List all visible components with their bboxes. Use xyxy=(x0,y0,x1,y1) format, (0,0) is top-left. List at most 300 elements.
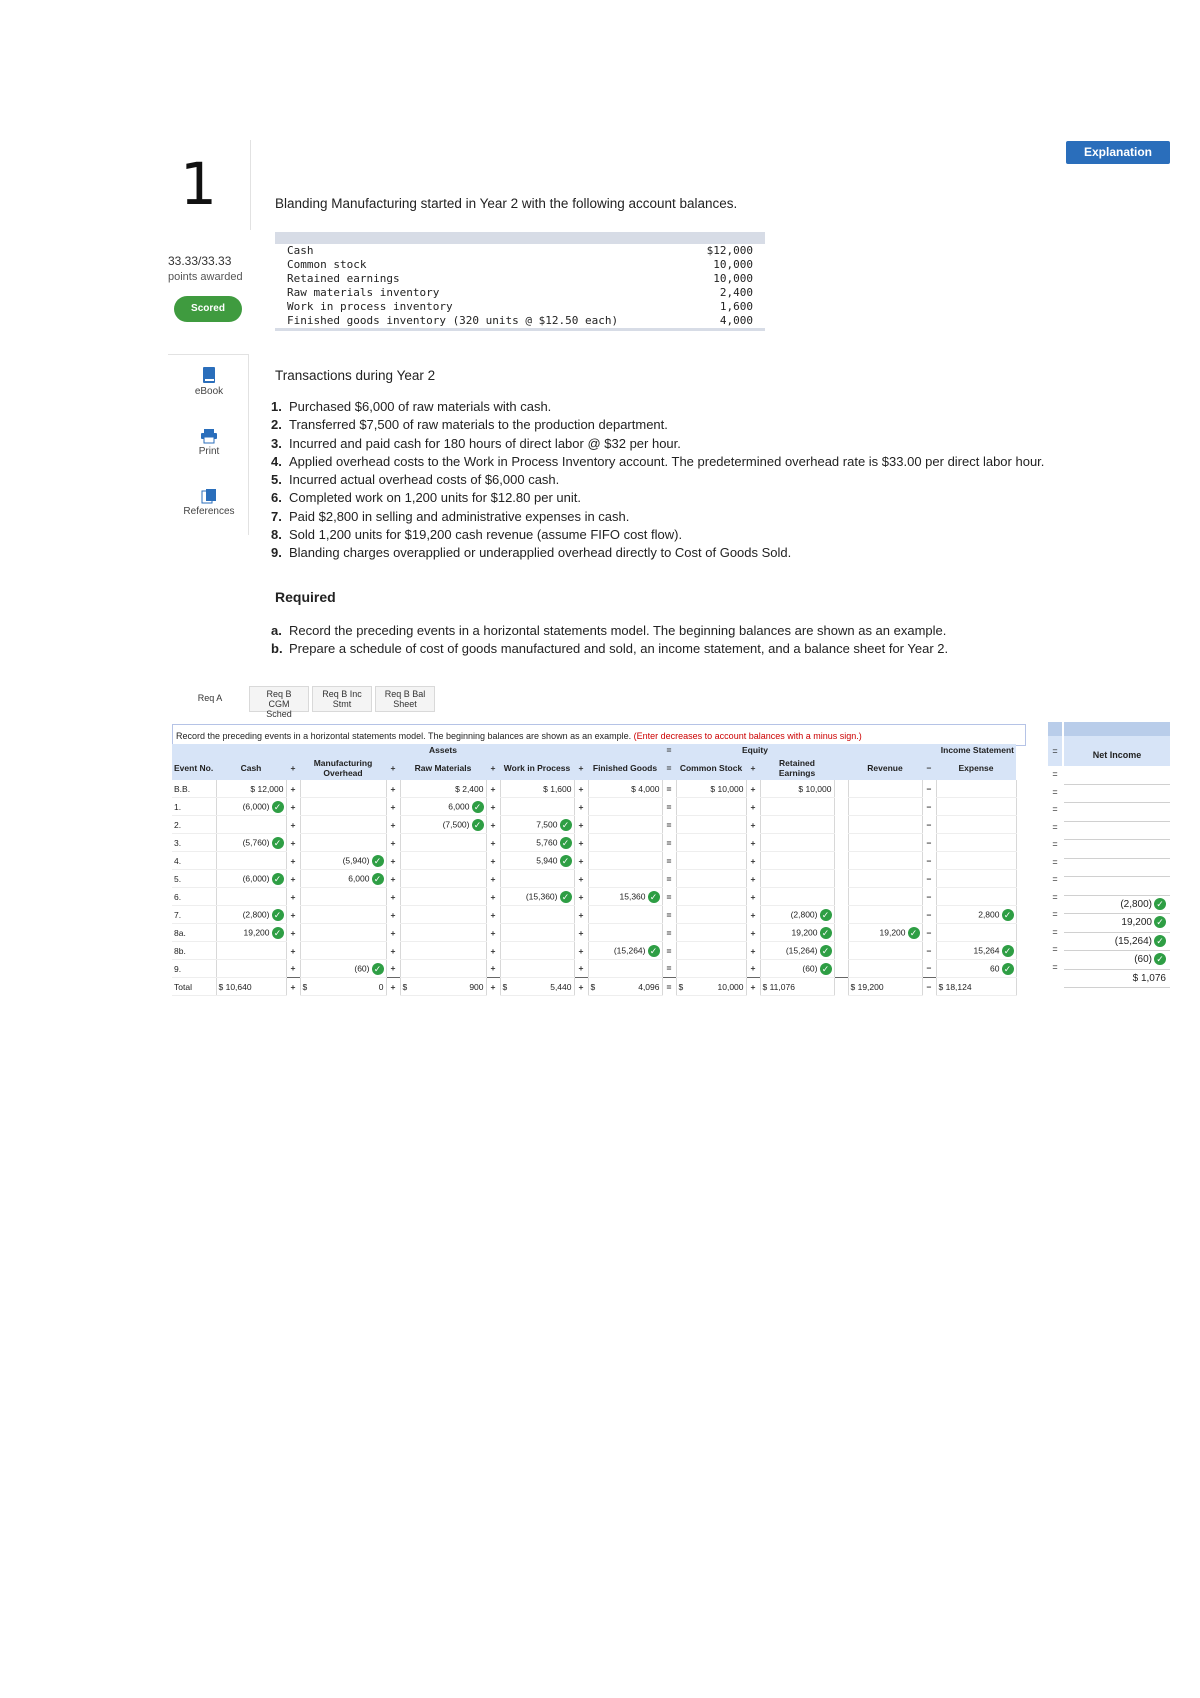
transactions-list xyxy=(271,398,1191,563)
operator: = xyxy=(662,978,676,996)
operator xyxy=(834,888,848,906)
cell-cash[interactable] xyxy=(216,870,286,888)
operator: + xyxy=(746,978,760,996)
cell-value: $ 4,000 xyxy=(631,783,660,794)
cell-moh[interactable] xyxy=(300,834,386,852)
cell-value: (5,760) xyxy=(242,836,270,847)
cell-raw[interactable] xyxy=(400,888,486,906)
required-letter: b. xyxy=(271,641,283,656)
net-income-cell[interactable] xyxy=(1064,896,1170,915)
cell-exp[interactable] xyxy=(936,960,1016,978)
cell-rev[interactable] xyxy=(848,888,922,906)
cell-raw[interactable] xyxy=(400,816,486,834)
cell-exp[interactable] xyxy=(936,888,1016,906)
cell-value: $ 12,000 xyxy=(250,783,284,794)
cell-fg[interactable] xyxy=(588,960,662,978)
required-item xyxy=(271,622,1191,640)
balance-value: 10,000 xyxy=(713,272,753,285)
cell-moh[interactable] xyxy=(300,924,386,942)
cell-wip[interactable] xyxy=(500,942,574,960)
operator: + xyxy=(750,873,756,884)
total-value: $ 11,076 xyxy=(762,981,795,992)
operator xyxy=(834,978,848,996)
net-value: (15,264) xyxy=(1114,935,1152,947)
operator: + xyxy=(490,945,496,956)
cell-moh[interactable] xyxy=(300,870,386,888)
instruction-text: Record the preceding events in a horizontal statements model. The beginning balances are shown as an example. xyxy=(176,731,632,741)
cell-exp[interactable] xyxy=(936,906,1016,924)
operator: + xyxy=(390,873,396,884)
cell-cs[interactable] xyxy=(676,834,746,852)
check-icon: ✓ xyxy=(1002,963,1014,975)
cell-cs[interactable] xyxy=(676,870,746,888)
operator: + xyxy=(578,837,584,848)
operator: = xyxy=(666,909,672,920)
operator: + xyxy=(290,819,296,830)
operator: + xyxy=(290,909,296,920)
operator: + xyxy=(490,837,496,848)
tab-label: Req B Bal xyxy=(384,689,426,699)
required-item xyxy=(271,640,1191,658)
operator: = xyxy=(666,855,672,866)
event-number: 7. xyxy=(172,906,216,924)
divider xyxy=(250,140,251,230)
operator: = xyxy=(666,873,672,884)
transaction-text: Paid $2,800 in selling and administrative expenses in cash. xyxy=(289,508,630,524)
cell-wip[interactable] xyxy=(500,852,574,870)
cell-rev[interactable] xyxy=(848,870,922,888)
total-raw xyxy=(400,978,486,996)
col-fg: Finished Goods xyxy=(588,756,662,780)
required-letter: a. xyxy=(271,623,282,638)
check-icon: ✓ xyxy=(1154,898,1166,910)
cell-value: (15,264) xyxy=(613,944,646,955)
event-number: 8b. xyxy=(172,942,216,960)
cell-cash[interactable] xyxy=(216,906,286,924)
cell-raw xyxy=(400,780,486,798)
cell-re xyxy=(760,780,834,798)
cell-cs xyxy=(676,780,746,798)
net-total-value: $ 1,076 xyxy=(1132,972,1166,984)
cell-fg[interactable] xyxy=(588,798,662,816)
transaction-text: Sold 1,200 units for $19,200 cash revenue (assume FIFO cost flow). xyxy=(289,527,683,543)
operator: = xyxy=(666,963,672,974)
net-income-cell[interactable] xyxy=(1064,951,1170,970)
cell-re[interactable] xyxy=(760,798,834,816)
transactions-title: Transactions during Year 2 xyxy=(275,368,436,383)
cell-value: 5,940 xyxy=(536,854,558,865)
balance-label: Common stock xyxy=(287,258,367,271)
operator xyxy=(834,834,848,852)
tab-req-a[interactable] xyxy=(174,686,246,712)
transaction-item xyxy=(271,489,1191,507)
grid-row xyxy=(172,924,1016,942)
cell-cs[interactable] xyxy=(676,888,746,906)
operator: + xyxy=(578,909,584,920)
instruction-note: (Enter decreases to account balances with a minus sign.) xyxy=(633,731,862,741)
check-icon: ✓ xyxy=(648,945,660,957)
cell-value: 6,000 xyxy=(348,872,370,883)
operator: − xyxy=(926,945,932,956)
balance-value: $12,000 xyxy=(706,244,753,257)
grid-row xyxy=(172,888,1016,906)
cell-cs[interactable] xyxy=(676,816,746,834)
cell-rev[interactable] xyxy=(848,834,922,852)
operator: + xyxy=(750,963,756,974)
equals-column: = = = = = = = = = = = = = xyxy=(1048,722,1062,976)
balance-row xyxy=(275,314,765,328)
total-rev xyxy=(848,978,922,996)
operator: + xyxy=(390,963,396,974)
transaction-number: 7. xyxy=(271,508,282,524)
check-icon: ✓ xyxy=(372,873,384,885)
transaction-number: 9. xyxy=(271,545,282,561)
operator: + xyxy=(390,801,396,812)
col-re: Retained Earnings xyxy=(760,756,834,780)
total-moh xyxy=(300,978,386,996)
income-statement-group-label: Income Statement xyxy=(848,744,1016,756)
check-icon: ✓ xyxy=(560,891,572,903)
cell-fg[interactable] xyxy=(588,924,662,942)
operator: + xyxy=(750,855,756,866)
net-income-cell[interactable] xyxy=(1064,859,1170,878)
assets-group-label: Assets xyxy=(400,744,486,756)
cell-moh[interactable] xyxy=(300,798,386,816)
operator: + xyxy=(490,873,496,884)
col-moh: Manufacturing Overhead xyxy=(300,756,386,780)
beginning-balances-table xyxy=(275,232,765,331)
check-icon: ✓ xyxy=(372,855,384,867)
cell-rev[interactable] xyxy=(848,816,922,834)
cell-value: 15,360 xyxy=(619,890,646,901)
balance-row xyxy=(275,244,765,258)
net-income-cell[interactable] xyxy=(1064,840,1170,859)
grid-row xyxy=(172,942,1016,960)
balance-value: 4,000 xyxy=(719,314,753,327)
cell-cash[interactable] xyxy=(216,888,286,906)
cell-fg[interactable] xyxy=(588,888,662,906)
cell-exp[interactable] xyxy=(936,924,1016,942)
check-icon: ✓ xyxy=(820,927,832,939)
cell-cs[interactable] xyxy=(676,798,746,816)
transaction-item xyxy=(271,398,1191,416)
grid-row xyxy=(172,816,1016,834)
check-icon: ✓ xyxy=(820,945,832,957)
cell-rev[interactable] xyxy=(848,798,922,816)
cell-wip[interactable] xyxy=(500,798,574,816)
operator: + xyxy=(390,945,396,956)
cell-raw[interactable] xyxy=(400,870,486,888)
net-value: 19,200 xyxy=(1121,917,1152,928)
operator: = xyxy=(1052,926,1058,937)
operator: = xyxy=(666,801,672,812)
requirement-tabs xyxy=(174,686,435,719)
cell-raw[interactable] xyxy=(400,834,486,852)
cell-moh[interactable] xyxy=(300,816,386,834)
cell-moh[interactable] xyxy=(300,960,386,978)
total-value: $ 18,124 xyxy=(938,981,972,992)
cell-cash[interactable] xyxy=(216,924,286,942)
operator: − xyxy=(922,978,936,996)
net-income-cell[interactable] xyxy=(1064,785,1170,804)
cell-exp[interactable] xyxy=(936,834,1016,852)
operator: + xyxy=(486,978,500,996)
operator: + xyxy=(578,783,584,794)
cell-cs[interactable] xyxy=(676,942,746,960)
balance-value: 10,000 xyxy=(713,258,753,271)
cell-wip[interactable] xyxy=(500,906,574,924)
cell-value: $ 10,000 xyxy=(798,783,832,794)
cell-re[interactable] xyxy=(760,906,834,924)
cell-exp[interactable] xyxy=(936,942,1016,960)
net-income-cell[interactable] xyxy=(1064,914,1170,933)
cell-re[interactable] xyxy=(760,870,834,888)
cell-wip[interactable] xyxy=(500,834,574,852)
operator: + xyxy=(286,978,300,996)
tab-req-b-inc[interactable] xyxy=(312,686,372,712)
col-wip: Work in Process xyxy=(500,756,574,780)
total-wip xyxy=(500,978,574,996)
operator: = xyxy=(1052,769,1058,779)
cell-cs[interactable] xyxy=(676,906,746,924)
operator: + xyxy=(578,963,584,974)
cell-rev[interactable] xyxy=(848,942,922,960)
cell-re[interactable] xyxy=(760,960,834,978)
score-value: 33.33/33.33 xyxy=(168,254,232,268)
operator: = xyxy=(666,819,672,830)
balance-row xyxy=(275,300,765,314)
cell-value: 7,500 xyxy=(536,818,558,829)
check-icon: ✓ xyxy=(272,909,284,921)
cell-cs[interactable] xyxy=(676,924,746,942)
cell-rev[interactable] xyxy=(848,852,922,870)
cell-wip xyxy=(500,780,574,798)
total-cs xyxy=(676,978,746,996)
total-value: 10,000 xyxy=(717,981,744,992)
operator: + xyxy=(750,891,756,902)
cell-rev[interactable] xyxy=(848,924,922,942)
cell-value: 5,760 xyxy=(536,836,558,847)
cell-fg[interactable] xyxy=(588,834,662,852)
cell-value: 15,264 xyxy=(973,944,1000,955)
operator: + xyxy=(290,891,296,902)
balance-value: 1,600 xyxy=(719,300,753,313)
cell-fg[interactable] xyxy=(588,906,662,924)
operator: + xyxy=(390,927,396,938)
tab-label: Req B Inc xyxy=(322,689,362,699)
operator xyxy=(834,906,848,924)
net-value: (2,800) xyxy=(1120,898,1152,910)
cell-raw[interactable] xyxy=(400,942,486,960)
cell-wip[interactable] xyxy=(500,870,574,888)
required-text: Prepare a schedule of cost of goods manufactured and sold, an income statement, and a balance sheet for Year 2. xyxy=(289,641,949,656)
transaction-item xyxy=(271,526,1191,544)
operator: + xyxy=(578,801,584,812)
check-icon: ✓ xyxy=(648,891,660,903)
event-number: 8a. xyxy=(172,924,216,942)
cell-cs[interactable] xyxy=(676,852,746,870)
cell-cs[interactable] xyxy=(676,960,746,978)
cell-exp[interactable] xyxy=(936,870,1016,888)
net-income-total xyxy=(1064,970,1170,989)
check-icon: ✓ xyxy=(1154,916,1166,928)
cell-wip[interactable] xyxy=(500,960,574,978)
cell-value: (7,500) xyxy=(442,818,470,829)
cell-raw[interactable] xyxy=(400,798,486,816)
operator: + xyxy=(578,945,584,956)
check-icon: ✓ xyxy=(820,963,832,975)
net-income-cell[interactable] xyxy=(1064,877,1170,896)
points-awarded-label: points awarded xyxy=(168,271,243,283)
cell-raw[interactable] xyxy=(400,924,486,942)
cell-cash[interactable] xyxy=(216,852,286,870)
cell-wip[interactable] xyxy=(500,888,574,906)
check-icon: ✓ xyxy=(1154,935,1166,947)
total-re xyxy=(760,978,834,996)
cell-cash[interactable] xyxy=(216,816,286,834)
cell-cash[interactable] xyxy=(216,960,286,978)
cell-re[interactable] xyxy=(760,942,834,960)
cell-cash[interactable] xyxy=(216,942,286,960)
cell-re[interactable] xyxy=(760,924,834,942)
col-event: Event No. xyxy=(172,756,216,780)
tab-req-b-bal[interactable] xyxy=(375,686,435,712)
event-number: 6. xyxy=(172,888,216,906)
tab-label: Req A xyxy=(197,693,223,703)
operator xyxy=(834,960,848,978)
scored-badge: Scored xyxy=(174,296,242,322)
cell-value: 2,800 xyxy=(978,908,1000,919)
cell-raw[interactable] xyxy=(400,852,486,870)
total-fg xyxy=(588,978,662,996)
references-label: References xyxy=(183,506,235,517)
cell-exp[interactable] xyxy=(936,798,1016,816)
cell-value: (60) xyxy=(354,962,370,973)
total-exp xyxy=(936,978,1016,996)
event-number: 3. xyxy=(172,834,216,852)
cell-exp[interactable] xyxy=(936,852,1016,870)
currency-sign: $ xyxy=(590,981,596,992)
tab-sublabel: Sheet xyxy=(393,699,417,709)
operator: + xyxy=(290,837,296,848)
operator: + xyxy=(578,819,584,830)
operator: + xyxy=(490,927,496,938)
net-income-cell[interactable] xyxy=(1064,803,1170,822)
cell-value: 19,200 xyxy=(243,926,270,937)
cell-re[interactable] xyxy=(760,888,834,906)
net-income-cell xyxy=(1064,766,1170,785)
cell-re[interactable] xyxy=(760,852,834,870)
operator: + xyxy=(390,783,396,794)
total-value: 900 xyxy=(469,981,484,992)
transaction-text: Transferred $7,500 of raw materials to the production department. xyxy=(289,417,668,433)
operator: + xyxy=(578,855,584,866)
required-title: Required xyxy=(275,589,336,605)
ebook-link[interactable] xyxy=(174,366,244,397)
cell-raw[interactable] xyxy=(400,960,486,978)
operator: + xyxy=(750,819,756,830)
transaction-item xyxy=(271,471,1191,489)
operator: + xyxy=(490,891,496,902)
transaction-item xyxy=(271,544,1191,562)
operator: + xyxy=(390,891,396,902)
total-value: 0 xyxy=(378,981,384,992)
print-link[interactable] xyxy=(174,428,244,457)
check-icon: ✓ xyxy=(1002,945,1014,957)
operator: + xyxy=(290,801,296,812)
cell-moh[interactable] xyxy=(300,888,386,906)
references-icon xyxy=(201,488,217,504)
operator: − xyxy=(926,927,932,938)
operator: − xyxy=(926,855,932,866)
required-list xyxy=(271,622,1191,658)
operator: + xyxy=(578,873,584,884)
operator: = xyxy=(1052,821,1058,832)
cell-cash[interactable] xyxy=(216,834,286,852)
currency-sign: $ xyxy=(402,981,408,992)
cell-re[interactable] xyxy=(760,816,834,834)
cell-value: (5,940) xyxy=(342,854,370,865)
transaction-text: Incurred and paid cash for 180 hours of direct labor @ $32 per hour. xyxy=(289,435,681,451)
operator xyxy=(834,780,848,798)
operator: + xyxy=(290,873,296,884)
cell-exp[interactable] xyxy=(936,816,1016,834)
cell-fg[interactable] xyxy=(588,942,662,960)
operator xyxy=(834,798,848,816)
cell-moh[interactable] xyxy=(300,852,386,870)
col-raw: Raw Materials xyxy=(400,756,486,780)
cell-rev[interactable] xyxy=(848,960,922,978)
balance-row xyxy=(275,258,765,272)
operator xyxy=(834,870,848,888)
cell-rev[interactable] xyxy=(848,906,922,924)
cell-fg[interactable] xyxy=(588,870,662,888)
cell-wip[interactable] xyxy=(500,816,574,834)
check-icon: ✓ xyxy=(820,909,832,921)
cell-wip[interactable] xyxy=(500,924,574,942)
balance-row xyxy=(275,286,765,300)
cell-moh[interactable] xyxy=(300,906,386,924)
cell-value: (6,000) xyxy=(242,872,270,883)
cell-value: $ 2,400 xyxy=(455,783,484,794)
check-icon: ✓ xyxy=(372,963,384,975)
net-income-cell[interactable] xyxy=(1064,822,1170,841)
explanation-button[interactable]: Explanation xyxy=(1066,141,1170,164)
currency-sign: $ xyxy=(302,981,308,992)
cell-re[interactable] xyxy=(760,834,834,852)
net-income-cell[interactable] xyxy=(1064,933,1170,952)
operator: = xyxy=(1052,944,1058,954)
operator: = xyxy=(1052,804,1058,814)
cell-fg[interactable] xyxy=(588,816,662,834)
question-number: 1 xyxy=(180,150,217,218)
references-link[interactable] xyxy=(174,488,244,517)
balance-label: Finished goods inventory (320 units @ $12.50 each) xyxy=(287,314,619,327)
event-number: 1. xyxy=(172,798,216,816)
cell-moh[interactable] xyxy=(300,942,386,960)
operator: + xyxy=(490,783,496,794)
transaction-item xyxy=(271,435,1191,453)
tab-req-b-cgm[interactable] xyxy=(249,686,309,719)
check-icon: ✓ xyxy=(272,873,284,885)
currency-sign: $ xyxy=(502,981,508,992)
operator: = xyxy=(1052,786,1058,797)
operator: + xyxy=(490,801,496,812)
cell-fg[interactable] xyxy=(588,852,662,870)
cell-cash[interactable] xyxy=(216,798,286,816)
col-rev: Revenue xyxy=(848,756,922,780)
cell-raw[interactable] xyxy=(400,906,486,924)
